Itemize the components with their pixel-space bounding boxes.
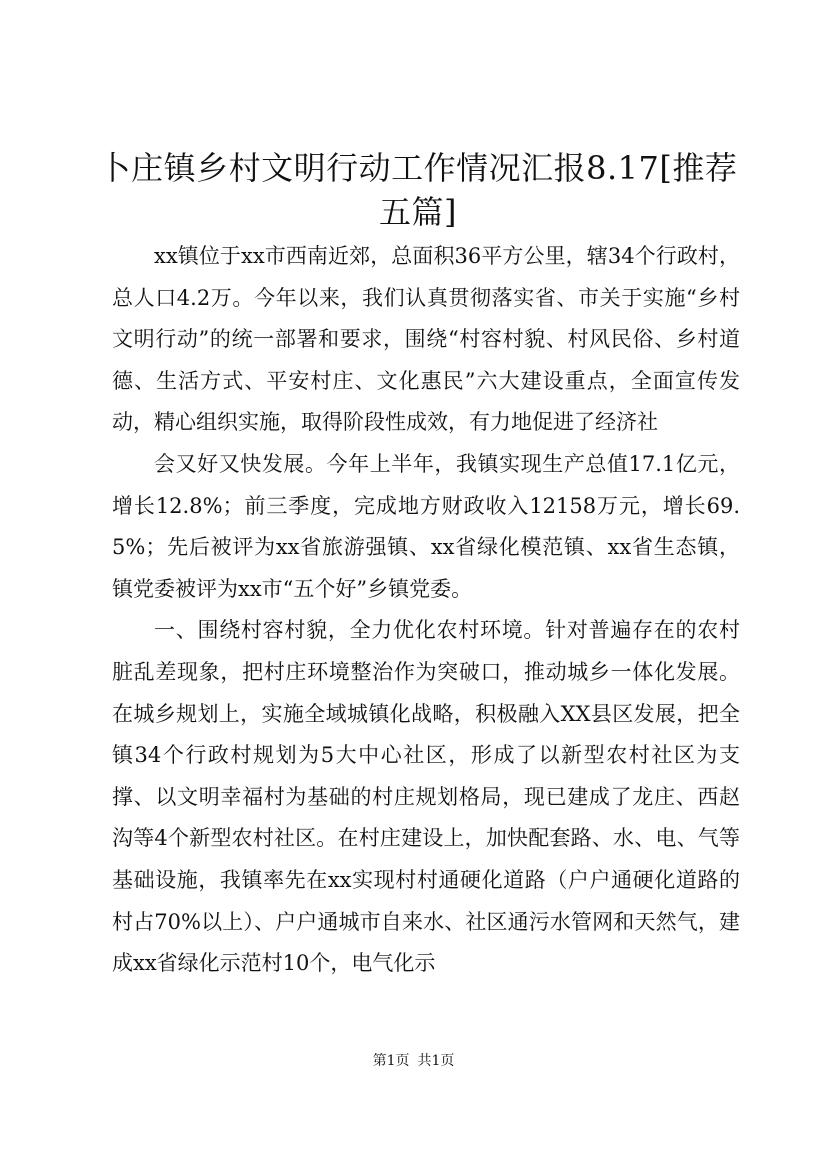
paragraph-intro: xx镇位于xx市西南近郊，总面积36平方公里，辖34个行政村，总人口4.2万。今年以来，我们认真贯彻落实省、市关于实施“乡村文明行动”的统一部署和要求，围绕“村容村貌、村风民俗、乡村道德、生活方式、平安村庄、文化惠民”六大建设重点，全面宣传发动，精心组织实施，取得阶段性成效，有力地促进了经济社: [112, 244, 740, 435]
page-footer: [0, 1052, 827, 1070]
paragraph-economy: 会又好又快发展。今年上半年，我镇实现生产总值17.1亿元，增长12.8%；前三季度，完成地方财政收入12158万元，增长69.5%；先后被评为xx省旅游强镇、xx省绿化模范镇、xx省生态镇，镇党委被评为xx市“五个好”乡镇党委。: [112, 451, 740, 601]
document-title: 卜庄镇乡村文明行动工作情况汇报8.17[推荐五篇]: [98, 149, 738, 231]
page-number: 第1页: [372, 1053, 410, 1069]
document-body: [112, 236, 740, 985]
paragraph-section-one: 一、围绕村容村貌，全力优化农村环境。针对普遍存在的农村脏乱差现象，把村庄环境整治作为突破口，推动城乡一体化发展。在城乡规划上，实施全域城镇化战略，积极融入XX县区发展，把全镇34个行政村规划为5大中心社区，形成了以新型农村社区为支撑、以文明幸福村为基础的村庄规划格局，现已建成了龙庄、西赵沟等4个新型农村社区。在村庄建设上，加快配套路、水、电、气等基础设施，我镇率先在xx实现村村通硬化道路（户户通硬化道路的村占70%以上）、户户通城市自来水、社区通污水管网和天然气，建成xx省绿化示范村10个，电气化示: [112, 618, 740, 976]
page-total: 共1页: [417, 1053, 455, 1069]
